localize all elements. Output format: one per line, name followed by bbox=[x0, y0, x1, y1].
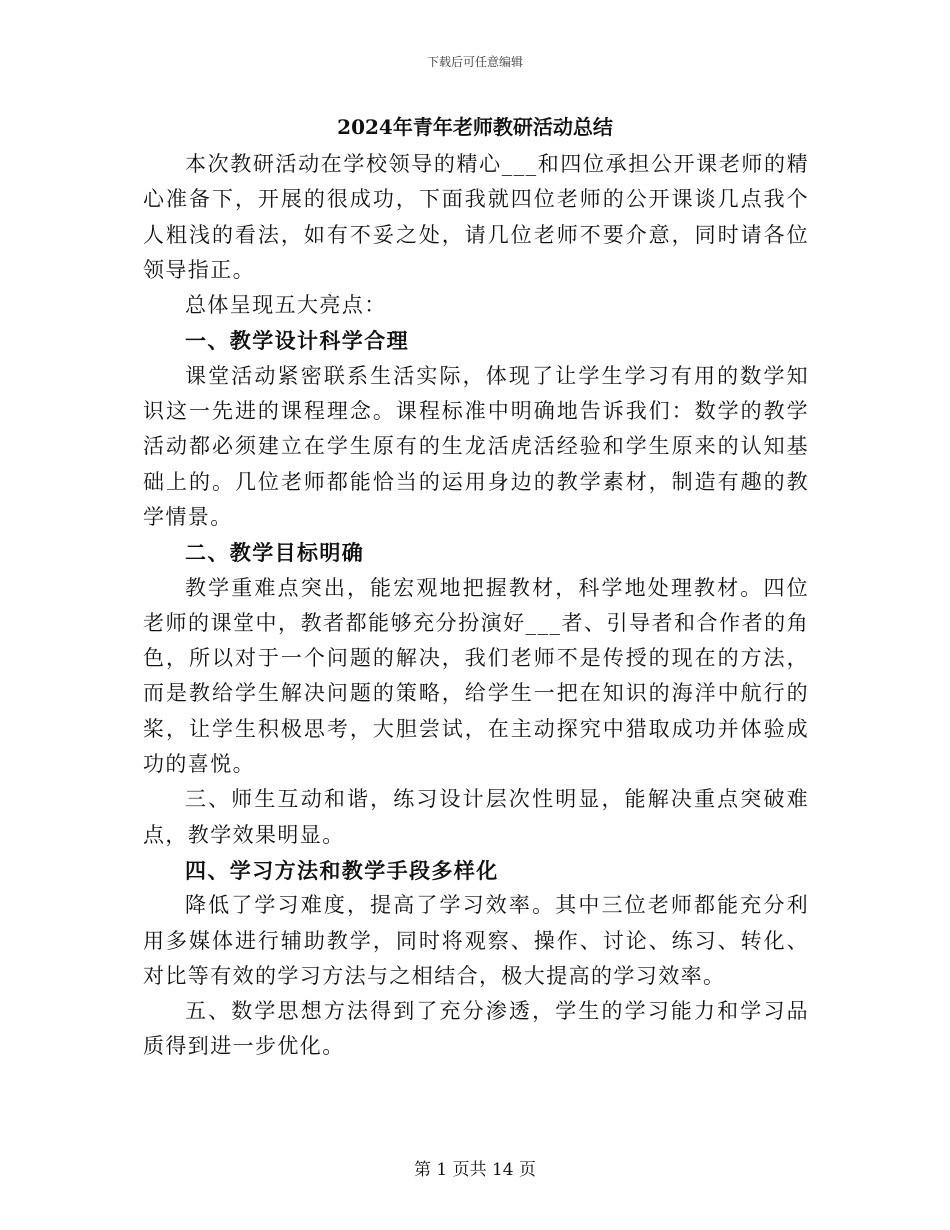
paragraph-intro: 本次教研活动在学校领导的精心___和四位承担公开课老师的精心准备下，开展的很成功，下面我就四位老师的公开课谈几点我个人粗浅的看法，如有不妥之处，请几位老师不要介意，同时请各位领导指正。 bbox=[143, 152, 809, 282]
section-heading-2: 二、教学目标明确 bbox=[185, 540, 365, 566]
section-heading-1: 一、教学设计科学合理 bbox=[185, 328, 409, 354]
paragraph-section-5: 五、数学思想方法得到了充分渗透，学生的学习能力和学习品质得到进一步优化。 bbox=[143, 999, 809, 1059]
header-note: 下载后可任意编辑 bbox=[426, 55, 523, 69]
document-body bbox=[143, 147, 809, 1065]
paragraph-section-3: 三、师生互动和谐，练习设计层次性明显，能解决重点突破难点，教学效果明显。 bbox=[143, 787, 809, 847]
section-heading-4: 四、学习方法和教学手段多样化 bbox=[185, 857, 499, 883]
page-footer: 第 1 页共 14 页 bbox=[413, 1160, 537, 1180]
document-title: 2024年青年老师教研活动总结 bbox=[337, 115, 613, 139]
paragraph-section-4: 降低了学习难度，提高了学习效率。其中三位老师都能充分利用多媒体进行辅助教学，同时将观察、操作、讨论、练习、转化、对比等有效的学习方法与之相结合，极大提高的学习效率。 bbox=[143, 893, 809, 988]
paragraph-section-2: 教学重难点突出，能宏观地把握教材，科学地处理教材。四位老师的课堂中，教者都能够充分扮演好___者、引导者和合作者的角色，所以对于一个问题的解决，我们老师不是传授的现在的方法，而是教给学生解决问题的策略，给学生一把在知识的海洋中航行的桨，让学生积极思考，大胆尝试，在主动探究中猎取成功并体验成功的喜悦。 bbox=[143, 575, 809, 777]
paragraph-summary-lead: 总体呈现五大亮点： bbox=[185, 293, 387, 318]
paragraph-section-1: 课堂活动紧密联系生活实际，体现了让学生学习有用的数学知识这一先进的课程理念。课程标准中明确地告诉我们：数学的教学活动都必须建立在学生原有的生龙活虎活经验和学生原来的认知基础上的。几位老师都能恰当的运用身边的教学素材，制造有趣的教学情景。 bbox=[143, 363, 809, 529]
